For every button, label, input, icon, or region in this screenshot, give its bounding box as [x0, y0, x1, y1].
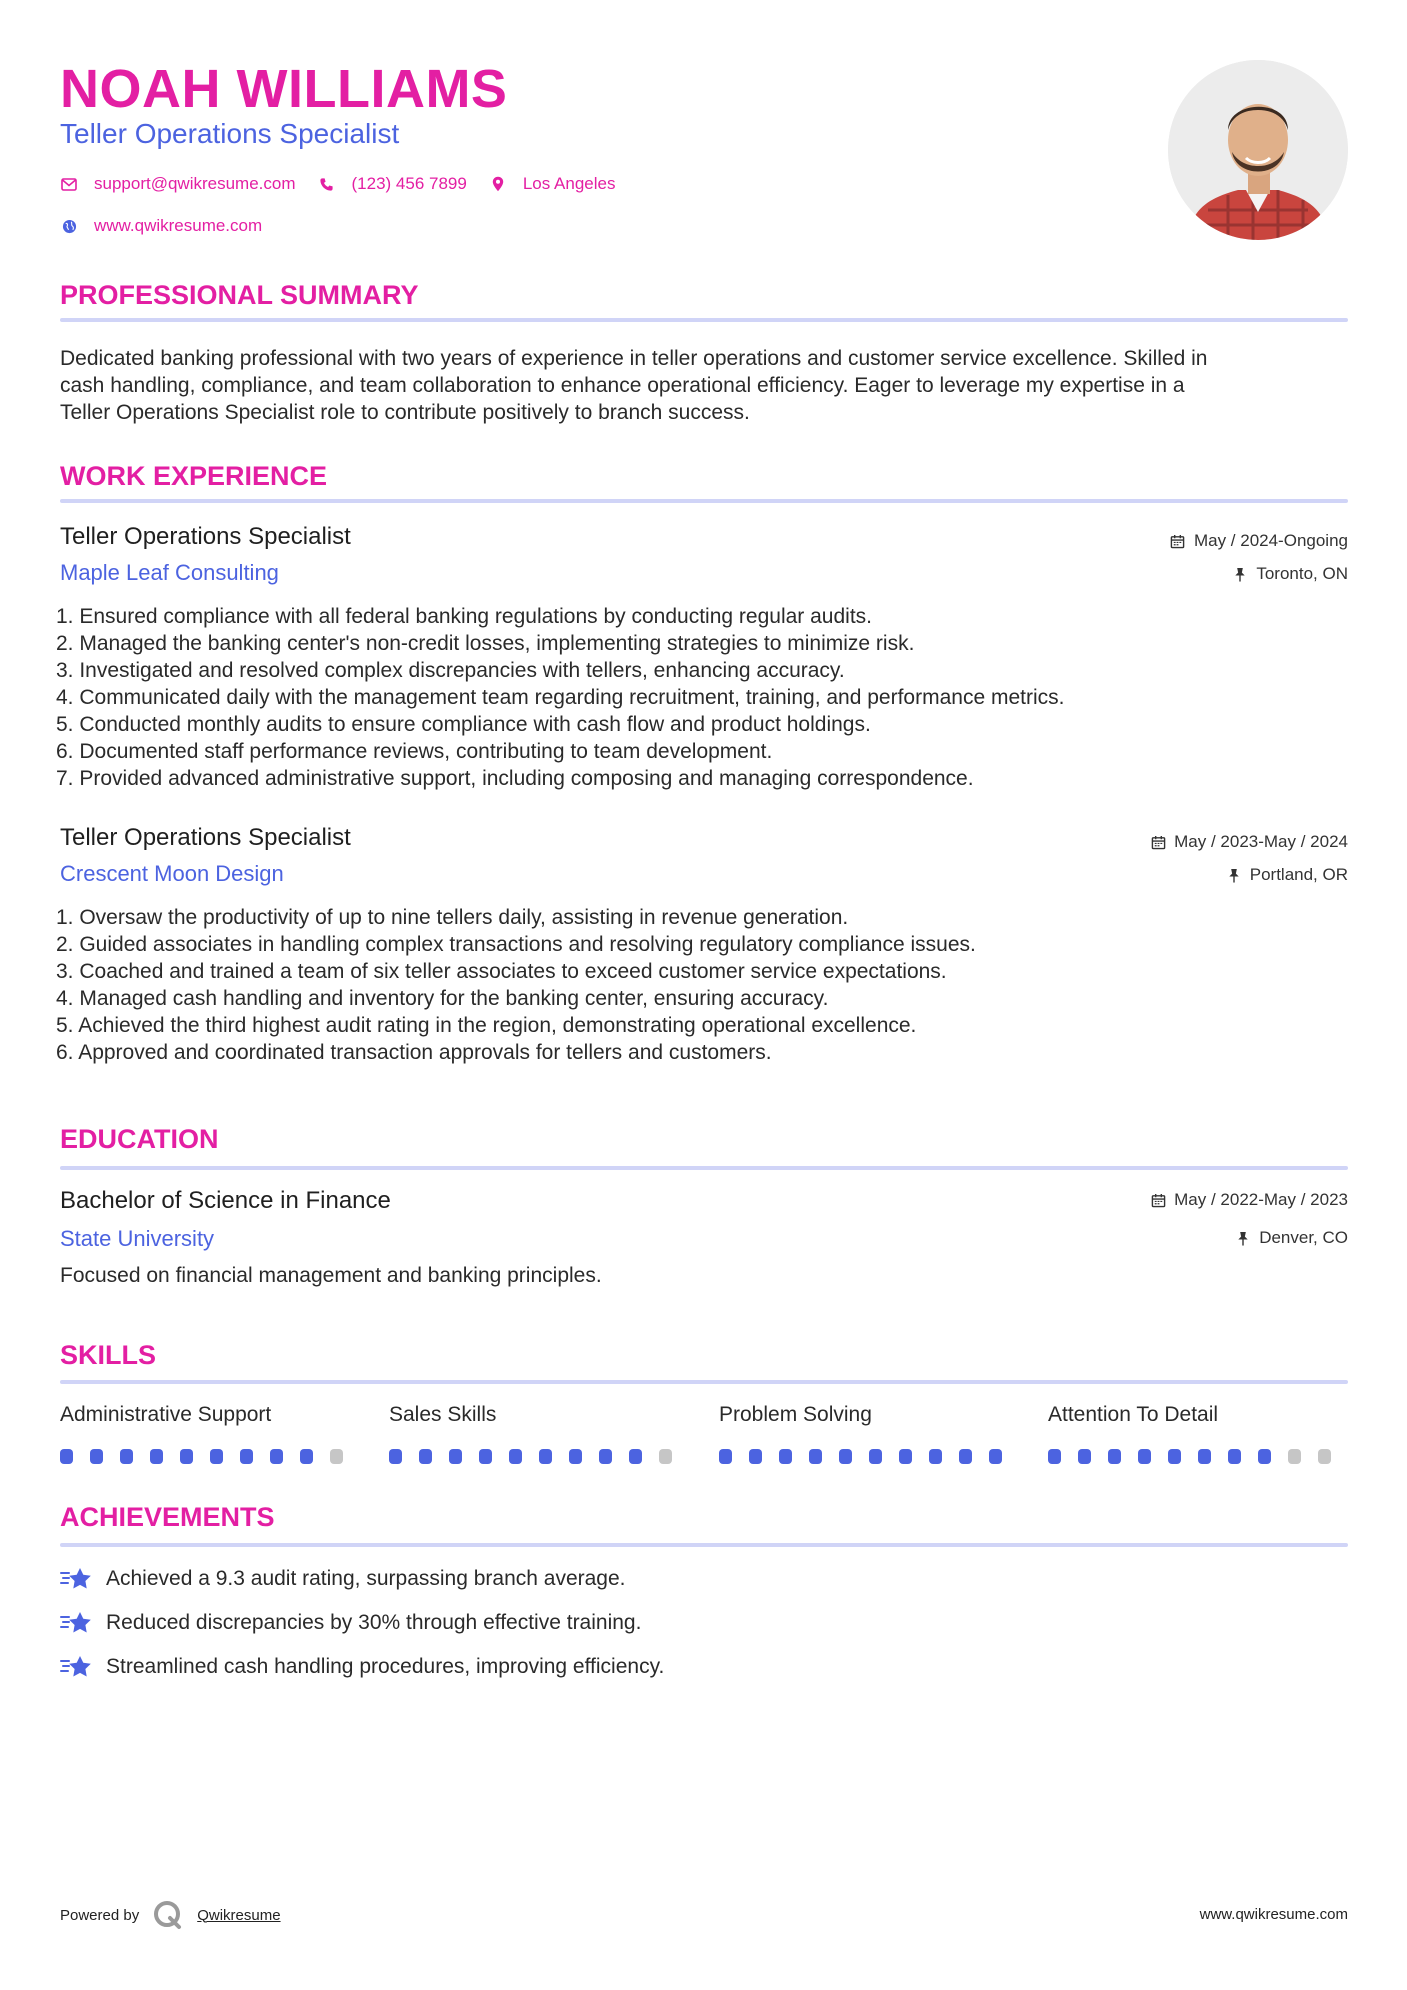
- star-icon: [60, 1566, 92, 1592]
- skill-dot-filled: [959, 1449, 972, 1464]
- school-name: State University: [60, 1226, 215, 1251]
- job-location: [1226, 865, 1348, 885]
- skill-dot-filled: [509, 1449, 522, 1464]
- skill-dot-filled: [1228, 1449, 1241, 1464]
- website-link[interactable]: www.qwikresume.com: [94, 216, 263, 235]
- skill-dot-filled: [1108, 1449, 1121, 1464]
- skill-dot-filled: [629, 1449, 642, 1464]
- summary-text: [60, 345, 1350, 426]
- qwikresume-link[interactable]: Qwikresume: [197, 1906, 281, 1924]
- calendar-icon: [1150, 1192, 1166, 1208]
- achievement-text: Reduced discrepancies by 30% through effective training.: [106, 1611, 642, 1634]
- education-date: [1150, 1190, 1348, 1210]
- skill-item: [60, 1403, 360, 1464]
- list-item: 6. Documented staff performance reviews, contributing to team development.: [56, 740, 773, 763]
- qwikresume-logo-icon: [153, 1900, 183, 1930]
- job-location-text: Toronto, ON: [1256, 564, 1348, 583]
- globe-icon: [60, 217, 78, 235]
- skill-dot-filled: [300, 1449, 313, 1464]
- skill-rating: [1048, 1449, 1348, 1464]
- phone-number[interactable]: (123) 456 7899: [351, 174, 467, 193]
- list-item: 3. Investigated and resolved complex discrepancies with tellers, enhancing accuracy.: [56, 659, 845, 682]
- skill-dot-filled: [1138, 1449, 1151, 1464]
- education-location: [1235, 1228, 1348, 1248]
- education-description: Focused on financial management and banking principles.: [60, 1264, 602, 1287]
- job-location: [1232, 564, 1348, 584]
- calendar-icon: [1150, 834, 1166, 850]
- skill-dot-empty: [1288, 1449, 1301, 1464]
- skill-dot-filled: [120, 1449, 133, 1464]
- skill-dot-filled: [749, 1449, 762, 1464]
- skill-rating: [389, 1449, 689, 1464]
- list-item: 7. Provided advanced administrative support, including composing and managing correspondence.: [56, 767, 974, 790]
- email-link[interactable]: support@qwikresume.com: [94, 174, 296, 193]
- list-item: 1. Ensured compliance with all federal banking regulations by conducting regular audits.: [56, 605, 872, 628]
- skill-dot-filled: [150, 1449, 163, 1464]
- experience-divider: [60, 499, 1348, 503]
- skill-dot-filled: [839, 1449, 852, 1464]
- skill-item: [1048, 1403, 1348, 1464]
- summary-line: Teller Operations Specialist role to contribute positively to branch success.: [60, 401, 750, 424]
- skill-dot-filled: [180, 1449, 193, 1464]
- education-heading: EDUCATION: [60, 1124, 219, 1154]
- skills-divider: [60, 1380, 1348, 1384]
- skill-dot-filled: [240, 1449, 253, 1464]
- skill-dot-filled: [1258, 1449, 1271, 1464]
- achievement-text: Streamlined cash handling procedures, improving efficiency.: [106, 1655, 665, 1678]
- skill-dot-filled: [479, 1449, 492, 1464]
- experience-heading: WORK EXPERIENCE: [60, 461, 328, 491]
- star-icon: [60, 1610, 92, 1636]
- skill-dot-filled: [1168, 1449, 1181, 1464]
- list-item: 2. Guided associates in handling complex transactions and resolving regulatory compliance issues.: [56, 933, 976, 956]
- skill-dot-filled: [1048, 1449, 1061, 1464]
- skill-rating: [60, 1449, 360, 1464]
- achievement-item: [60, 1610, 641, 1636]
- skill-name: Problem Solving: [719, 1403, 872, 1426]
- skill-dot-filled: [539, 1449, 552, 1464]
- skill-dot-filled: [60, 1449, 73, 1464]
- skill-dot-empty: [330, 1449, 343, 1464]
- pushpin-icon: [1232, 566, 1248, 582]
- skill-dot-filled: [210, 1449, 223, 1464]
- summary-line: Dedicated banking professional with two years of experience in teller operations and customer service excellence. Skilled in: [60, 347, 1208, 370]
- list-item: 1. Oversaw the productivity of up to nine tellers daily, assisting in revenue generation.: [56, 906, 849, 929]
- phone-icon: [318, 175, 336, 193]
- education-date-text: May / 2022-May / 2023: [1174, 1190, 1348, 1209]
- skill-dot-filled: [449, 1449, 462, 1464]
- list-item: 6. Approved and coordinated transaction approvals for tellers and customers.: [56, 1041, 772, 1064]
- job-date-text: May / 2024-Ongoing: [1193, 531, 1348, 550]
- skill-dot-filled: [809, 1449, 822, 1464]
- skill-name: Attention To Detail: [1048, 1403, 1219, 1426]
- powered-by-label: Powered by: [60, 1906, 140, 1924]
- list-item: 4. Managed cash handling and inventory for the banking center, ensuring accuracy.: [56, 987, 829, 1010]
- job-responsibilities: [56, 904, 1346, 1066]
- degree-title: Bachelor of Science in Finance: [60, 1187, 391, 1214]
- skill-dot-filled: [779, 1449, 792, 1464]
- email-icon: [60, 175, 78, 193]
- achievements-divider: [60, 1543, 1348, 1547]
- skills-heading: SKILLS: [60, 1340, 157, 1370]
- candidate-role: Teller Operations Specialist: [60, 118, 400, 149]
- education-divider: [60, 1166, 1348, 1170]
- summary-heading: PROFESSIONAL SUMMARY: [60, 280, 419, 310]
- job-company: Crescent Moon Design: [60, 861, 284, 886]
- location-text: Los Angeles: [522, 174, 616, 193]
- skill-dot-filled: [569, 1449, 582, 1464]
- contact-row-primary: [60, 174, 637, 194]
- list-item: 4. Communicated daily with the management team regarding recruitment, training, and performance metrics.: [56, 686, 1065, 709]
- skill-dot-filled: [419, 1449, 432, 1464]
- job-title: Teller Operations Specialist: [60, 824, 351, 851]
- skill-dot-filled: [1078, 1449, 1091, 1464]
- skill-rating: [719, 1449, 1019, 1464]
- job-title: Teller Operations Specialist: [60, 523, 351, 550]
- star-icon: [60, 1654, 92, 1680]
- skill-dot-empty: [1318, 1449, 1331, 1464]
- skill-name: Sales Skills: [389, 1403, 497, 1426]
- achievement-text: Achieved a 9.3 audit rating, surpassing branch average.: [106, 1567, 626, 1590]
- education-location-text: Denver, CO: [1259, 1228, 1348, 1247]
- summary-divider: [60, 318, 1348, 322]
- achievements-heading: ACHIEVEMENTS: [60, 1502, 275, 1532]
- skill-dot-filled: [719, 1449, 732, 1464]
- achievement-item: [60, 1566, 626, 1592]
- skill-dot-empty: [659, 1449, 672, 1464]
- pushpin-icon: [1226, 867, 1242, 883]
- job-responsibilities: [56, 603, 1346, 792]
- location-pin-icon: [489, 175, 507, 193]
- skill-dot-filled: [929, 1449, 942, 1464]
- job-date-text: May / 2023-May / 2024: [1174, 832, 1348, 851]
- skill-item: [719, 1403, 1019, 1464]
- skill-dot-filled: [389, 1449, 402, 1464]
- skill-name: Administrative Support: [60, 1403, 272, 1426]
- list-item: 5. Conducted monthly audits to ensure compliance with cash flow and product holdings.: [56, 713, 871, 736]
- achievement-item: [60, 1654, 664, 1680]
- skill-dot-filled: [899, 1449, 912, 1464]
- skill-dot-filled: [599, 1449, 612, 1464]
- skill-dot-filled: [989, 1449, 1002, 1464]
- job-date: [1150, 832, 1348, 852]
- footer-website-link[interactable]: www.qwikresume.com: [1199, 1906, 1348, 1923]
- pushpin-icon: [1235, 1230, 1251, 1246]
- job-location-text: Portland, OR: [1249, 865, 1348, 884]
- job-date: [1170, 531, 1348, 551]
- profile-photo: [1168, 60, 1348, 240]
- skill-dot-filled: [869, 1449, 882, 1464]
- list-item: 3. Coached and trained a team of six teller associates to exceed customer service expectations.: [56, 960, 947, 983]
- summary-line: cash handling, compliance, and team collaboration to enhance operational efficiency. Eager to leverage my expertise in a: [60, 374, 1185, 397]
- candidate-name: NOAH WILLIAMS: [60, 59, 508, 119]
- contact-row-secondary: [60, 216, 284, 236]
- skill-dot-filled: [90, 1449, 103, 1464]
- job-company: Maple Leaf Consulting: [60, 560, 279, 585]
- skill-dot-filled: [1198, 1449, 1211, 1464]
- skill-item: [389, 1403, 689, 1464]
- skill-dot-filled: [270, 1449, 283, 1464]
- calendar-icon: [1170, 533, 1186, 549]
- list-item: 5. Achieved the third highest audit rating in the region, demonstrating operational excellence.: [56, 1014, 917, 1037]
- footer-powered-by: [60, 1900, 281, 1930]
- list-item: 2. Managed the banking center's non-credit losses, implementing strategies to minimize risk.: [56, 632, 915, 655]
